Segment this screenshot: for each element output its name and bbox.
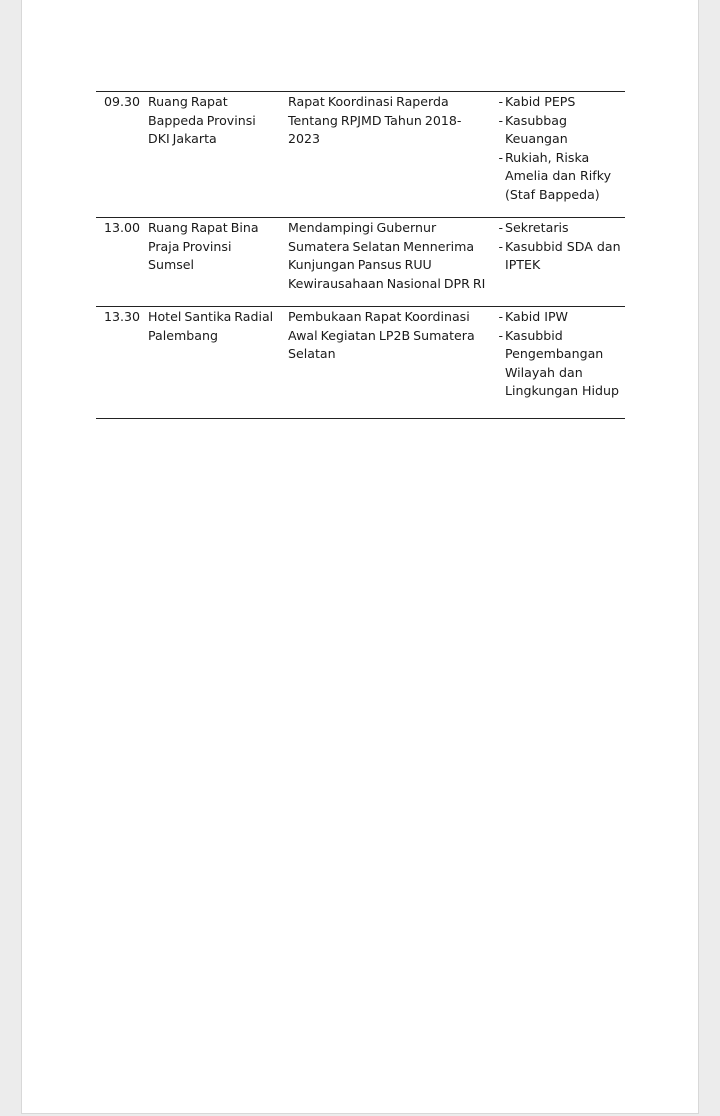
attendee-list [492, 93, 625, 204]
table-row [96, 307, 625, 419]
attendee-text: Kabid PEPS [505, 94, 576, 109]
attendee-text: Kasubbid Pengembangan Wilayah dan Lingkungan Hidup [505, 327, 619, 398]
event-cell: Rapat Koordinasi Raperda Tentang RPJMD Tahun 2018-2023 [288, 94, 462, 146]
list-item: - Kabid PEPS [494, 93, 625, 112]
place-cell: Ruang Rapat Bina Praja Provinsi Sumsel [148, 220, 259, 272]
attendee-text: Kasubbag Keuangan [505, 112, 568, 146]
attendee-list [492, 219, 625, 293]
event-cell: Pembukaan Rapat Koordinasi Awal Kegiatan LP2B Sumatera Selatan [288, 309, 475, 361]
schedule-table [96, 91, 625, 419]
document-page [21, 0, 699, 1114]
list-item: - Kasubbid Pengembangan Wilayah dan Lingkungan Hidup [494, 327, 625, 401]
attendee-list [492, 308, 625, 401]
time-cell: 09.30 [104, 94, 141, 109]
list-item: - Rukiah, Riska Amelia dan Rifky (Staf Bappeda) [494, 149, 625, 205]
attendee-text: Rukiah, Riska Amelia dan Rifky (Staf Bappeda) [505, 149, 612, 202]
place-cell: Hotel Santika Radial Palembang [148, 309, 274, 343]
list-item: - Sekretaris [494, 219, 625, 238]
attendee-text: Sekretaris [505, 220, 569, 235]
attendee-text: Kasubbid SDA dan IPTEK [505, 238, 621, 272]
time-cell: 13.30 [104, 309, 141, 324]
list-item: - Kasubbid SDA dan IPTEK [494, 238, 625, 275]
event-cell: Mendampingi Gubernur Sumatera Selatan Mennerima Kunjungan Pansus RUU Kewirausahaan Nasional DPR RI [288, 220, 486, 291]
attendee-text: Kabid IPW [505, 309, 569, 324]
table-row [96, 92, 625, 218]
place-cell: Ruang Rapat Bappeda Provinsi DKI Jakarta [148, 94, 256, 146]
list-item: - Kabid IPW [494, 308, 625, 327]
table-row [96, 218, 625, 307]
list-item: - Kasubbag Keuangan [494, 112, 625, 149]
time-cell: 13.00 [104, 220, 141, 235]
